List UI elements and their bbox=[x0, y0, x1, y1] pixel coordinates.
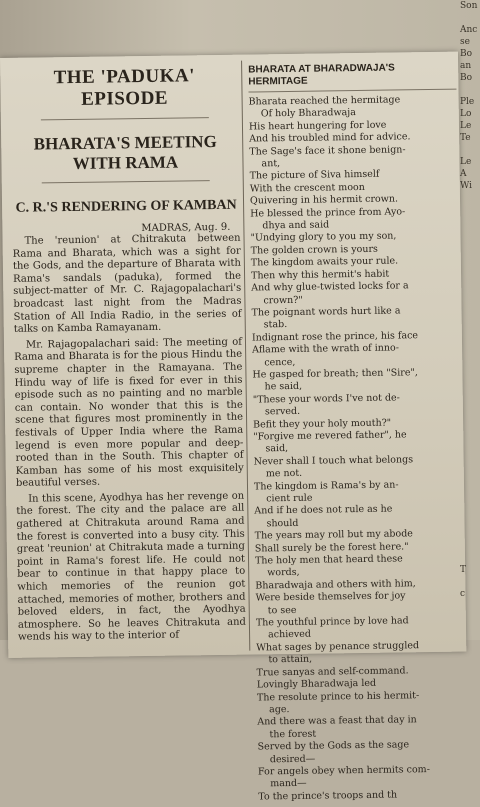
side-fragment: c bbox=[460, 589, 466, 599]
poem-line: should bbox=[266, 517, 299, 530]
side-fragment bbox=[460, 468, 480, 480]
poem-line: desired— bbox=[269, 753, 316, 765]
paragraph-1: The 'reunion' at Chitrakuta between Rama and Bharata, which was a sight for the Gods, and the departure of Bharata with Rama's sandals (paduka), formed the subject-matter of Mr. C. Rajagopalachari's broadcast last night from the Madras Station of All India Radio, in the series of talks on Kamba Ramayanam. bbox=[12, 232, 242, 335]
side-fragment bbox=[460, 444, 480, 456]
poem-line: dhya and said bbox=[262, 219, 330, 232]
poem-line: to attain, bbox=[268, 653, 313, 666]
side-fragment: A bbox=[460, 169, 467, 179]
poem-line: And there was a feast that day in bbox=[257, 714, 417, 728]
newspaper-clipping bbox=[0, 52, 466, 803]
poem-line: And his troubled mind for advice. bbox=[249, 131, 411, 145]
poem-line: True sanyas and self-command. bbox=[256, 665, 409, 679]
poem-line: And why glue-twisted locks for a bbox=[251, 280, 409, 294]
poem-verses bbox=[249, 94, 467, 804]
side-fragment: Le bbox=[460, 121, 472, 131]
poem-line: Then why this hermit's habit bbox=[250, 268, 390, 282]
poem-line: The golden crown is yours bbox=[250, 243, 378, 257]
side-fragment bbox=[460, 576, 480, 588]
poem-line: ant, bbox=[261, 158, 281, 170]
side-fragment bbox=[460, 360, 480, 372]
poem-line: Indignant rose the prince, his face bbox=[251, 329, 419, 344]
poem-line: cence, bbox=[264, 356, 296, 368]
poem-line: Never shall I touch what belongs bbox=[253, 454, 414, 468]
side-fragment bbox=[460, 240, 480, 252]
side-fragment: Son bbox=[460, 1, 478, 11]
poem-heading: BHARATA AT BHARADWAJA'S HERMITAGE bbox=[248, 62, 456, 93]
side-fragment bbox=[460, 504, 480, 516]
side-fragment bbox=[460, 144, 480, 156]
poem-line: The years may roll but my abode bbox=[254, 528, 413, 542]
poem-line: He gasped for breath; then "Sire", bbox=[252, 367, 418, 381]
side-fragment: Bo bbox=[460, 73, 473, 83]
side-fragment bbox=[460, 300, 480, 312]
side-fragment bbox=[460, 528, 480, 540]
poem-line: stab. bbox=[263, 319, 288, 331]
side-fragment: Lo bbox=[460, 109, 472, 119]
poem-line: mand— bbox=[270, 778, 307, 790]
poem-line: And if he does not rule as he bbox=[254, 503, 393, 517]
poem-line: The poignant words hurt like a bbox=[251, 305, 401, 319]
side-fragment bbox=[460, 456, 480, 468]
poem-line: Were beside themselves for joy bbox=[255, 590, 406, 604]
side-fragment bbox=[460, 408, 480, 420]
poem-line: age. bbox=[269, 703, 290, 716]
side-fragment: an bbox=[460, 61, 472, 71]
poem-line: The kingdom awaits your rule. bbox=[250, 255, 399, 269]
poem-line: Lovingly Bharadwaja led bbox=[256, 677, 377, 691]
poem-line: The picture of Siva himself bbox=[249, 169, 380, 182]
poem-line: His heart hungering for love bbox=[248, 119, 387, 133]
side-fragment bbox=[460, 372, 480, 384]
poem-line: served. bbox=[264, 406, 301, 418]
poem-line: Bharadwaja and others with him, bbox=[255, 578, 416, 592]
side-fragment bbox=[460, 324, 480, 336]
poem-line: he said, bbox=[264, 381, 303, 393]
side-fragment bbox=[460, 516, 480, 528]
side-fragment: Anc bbox=[460, 25, 478, 35]
side-fragment bbox=[460, 384, 480, 396]
side-fragment bbox=[460, 252, 480, 264]
poem-line: With the crescent moon bbox=[249, 181, 365, 195]
poem-line: What sages by penance struggled bbox=[256, 640, 420, 654]
side-fragment bbox=[460, 552, 480, 564]
paragraph-2: Mr. Rajagopalachari said: The meeting of Rama and Bharata is for the pious Hindu the supreme chapter in the Ramayana. The Hindu way of life is fixed for ever in this episode such as no painting and no marble can contain. No wonder that this is the scene that figures most prominently in the festivals of Upper India where the Rama legend is even more popular and deep-rooted than in the South. This chapter of Kamban has some of his most exquisitely beautiful verses. bbox=[14, 336, 244, 490]
side-fragment bbox=[460, 432, 480, 444]
poem-line: He blessed the prince from Ayo- bbox=[250, 206, 406, 220]
side-fragment bbox=[460, 420, 480, 432]
side-fragment: Te bbox=[460, 133, 471, 143]
poem-line: said, bbox=[265, 443, 289, 455]
headline: THE 'PADUKA' EPISODE bbox=[53, 65, 196, 110]
poem-line: The youthful prince by love had bbox=[255, 615, 409, 629]
side-fragment: se bbox=[460, 37, 470, 47]
poem-line: Aflame with the wrath of inno- bbox=[252, 342, 399, 356]
poem-line: To the prince's troops and th bbox=[258, 789, 398, 803]
side-fragment bbox=[460, 336, 480, 348]
poem-line: to see bbox=[267, 604, 297, 616]
side-fragment bbox=[460, 228, 480, 240]
poem-line: words, bbox=[267, 567, 300, 579]
paragraph-3: In this scene, Ayodhya has her revenge on the forest. The city and the palace are all gathered at Chitrakuta around Rama and the forest is converted into a busy city. This great 'reunion' at Chitrakuta made a turning point in Rama's forest life. He could not bear to continue in that happy place to which memories of the reunion got attached, memories of mother, brothers and beloved elders, in fact, the Ayodhya atmosphere. So he leaves Chitrakuta and wends his way to the interior of bbox=[16, 490, 246, 644]
side-fragment bbox=[460, 84, 480, 96]
poem-line: The resolute prince to his hermit- bbox=[256, 689, 420, 703]
side-fragment bbox=[460, 12, 480, 24]
article-body bbox=[12, 233, 246, 645]
side-fragment: T bbox=[460, 565, 467, 575]
poem-line: Shall surely be the forest here." bbox=[254, 540, 409, 555]
side-fragment bbox=[460, 276, 480, 288]
side-fragment bbox=[460, 312, 480, 324]
side-fragment bbox=[460, 348, 480, 360]
side-fragment bbox=[460, 396, 480, 408]
adjacent-clipping-edge bbox=[460, 0, 480, 640]
side-fragment: Bo bbox=[460, 49, 473, 59]
side-fragment: Le bbox=[460, 157, 472, 167]
side-fragment bbox=[460, 216, 480, 228]
poem-line: "Undying glory to you my son, bbox=[250, 230, 397, 244]
poem-line: the forest bbox=[269, 728, 317, 741]
subheadline: BHARATA'S MEETING WITH RAMA bbox=[33, 131, 217, 173]
poem-line: achieved bbox=[268, 629, 312, 641]
headline-rule bbox=[41, 117, 209, 120]
poem-line: The Sage's face it shone benign- bbox=[249, 143, 406, 158]
poem-line: Quivering in his hermit crown. bbox=[249, 193, 399, 207]
poem-line: "These your words I've not de- bbox=[252, 392, 400, 406]
poem-line: Served by the Gods as the sage bbox=[257, 739, 410, 753]
poem-line: "Forgive me revered father", he bbox=[253, 429, 407, 443]
side-fragment bbox=[460, 192, 480, 204]
side-fragment: Wi bbox=[460, 181, 472, 191]
subheadline-rule bbox=[42, 180, 210, 183]
poem-line: Of holy Bharadwaja bbox=[260, 107, 356, 120]
poem-line: me not. bbox=[265, 468, 303, 480]
side-fragment bbox=[460, 540, 480, 552]
poem-line: Befit they your holy mouth?" bbox=[253, 417, 392, 431]
side-fragment bbox=[460, 288, 480, 300]
right-column bbox=[248, 62, 464, 803]
side-fragment: Ple bbox=[460, 97, 475, 107]
poem-line: The kingdom is Rama's by an- bbox=[253, 479, 399, 493]
side-fragment bbox=[460, 204, 480, 216]
left-column bbox=[10, 55, 246, 658]
side-fragment bbox=[460, 480, 480, 492]
poem-line: The holy men that heard these bbox=[254, 553, 403, 567]
subheadline-2: C. R.'S RENDERING OF KAMBAN bbox=[15, 197, 237, 216]
poem-line: For angels obey when hermits com- bbox=[257, 764, 430, 778]
side-fragment bbox=[460, 264, 480, 276]
dateline: MADRAS, Aug. 9. bbox=[141, 221, 231, 235]
poem-line: Bharata reached the hermitage bbox=[248, 94, 401, 108]
poem-line: cient rule bbox=[266, 492, 313, 505]
poem-line: crown?" bbox=[263, 294, 303, 306]
side-fragment bbox=[460, 492, 480, 504]
